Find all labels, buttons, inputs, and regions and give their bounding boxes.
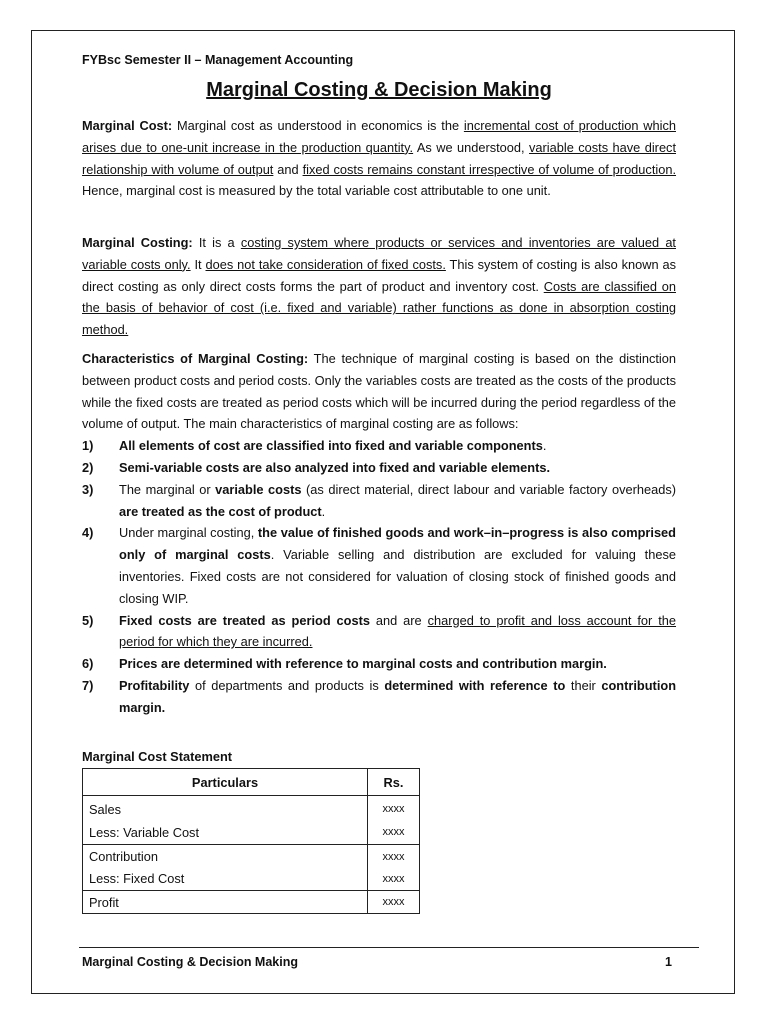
text-run: Under marginal costing,: [119, 525, 258, 541]
marginal-cost-section: [82, 115, 676, 202]
table-row: [83, 891, 420, 914]
text-run: .: [321, 503, 326, 519]
text-run: and: [273, 161, 303, 177]
table-header-row: [83, 769, 420, 796]
list-number: 2): [82, 459, 94, 475]
bold-text: contribution margin.: [119, 677, 677, 715]
text-run: As we understood,: [413, 139, 530, 155]
bold-text: determined with reference to: [384, 677, 566, 693]
course-header: FYBsc Semester II – Management Accounting: [82, 53, 354, 67]
page-footer: [82, 955, 672, 969]
text-run: The technique of marginal costing is based on the distinction between product costs and period costs. Only the variables costs are treated as the costs of the products while the fixed costs are treated as period costs which will be incurred during the period regardless of the volume of output. The main characteristics of marginal costing are as follows:: [82, 351, 676, 432]
text-run: their: [565, 677, 602, 693]
list-item: [82, 653, 676, 675]
row-label-profit: Profit: [83, 891, 368, 914]
underlined-text: charged to profit and loss account for the period for which they are incurred.: [119, 612, 677, 650]
marginal-cost-label: Marginal Cost:: [82, 118, 173, 133]
bold-text: are treated as the cost of product: [119, 503, 322, 519]
statement-values-group-1: [368, 796, 420, 845]
marginal-costing-section: [82, 232, 676, 341]
row-label-variable-cost: Less: Variable Cost: [89, 825, 200, 840]
statement-labels-group-1: [83, 796, 368, 845]
bold-text: Semi-variable costs are also analyzed into fixed and variable elements.: [119, 459, 551, 475]
text-run: (as direct material, direct labour and variable factory overheads): [301, 481, 676, 497]
underlined-text: variable costs have direct relationship with volume of output: [82, 139, 677, 177]
statement-values-group-2: [368, 845, 420, 891]
table-row: [83, 845, 420, 891]
bold-text: Profitability: [119, 677, 190, 693]
list-item: [82, 675, 676, 719]
marginal-cost-statement-table: [82, 768, 420, 914]
row-value: xxxx: [368, 891, 420, 914]
bold-text: the value of finished goods and work–in–progress is also comprised only of marginal costs: [119, 525, 676, 563]
row-label-fixed-cost: Less: Fixed Cost: [89, 871, 185, 886]
bold-text: All elements of cost are classified into fixed and variable components: [119, 438, 543, 454]
footer-divider: [79, 947, 699, 948]
text-run: Marginal cost as understood in economics is the: [172, 118, 464, 133]
text-run: It is a: [192, 235, 241, 250]
marginal-costing-paragraph: [82, 232, 676, 341]
list-number: 5): [82, 612, 94, 628]
text-run: Hence, marginal cost is measured by the total variable cost attributable to one unit.: [82, 183, 551, 199]
footer-title: Marginal Costing & Decision Making: [82, 955, 298, 969]
characteristics-list: [82, 435, 676, 718]
list-item: [82, 479, 676, 523]
underlined-text: fixed costs remains constant irrespective of volume of production.: [302, 161, 677, 177]
text-run: . Variable selling and distribution are excluded for valuing these inventories. Fixed costs are not considered for valuation of closing stock of finished goods and closing WIP.: [119, 547, 676, 606]
row-value: xxxx: [382, 851, 405, 863]
column-header-rs: Rs.: [368, 769, 420, 796]
row-label-sales: Sales: [89, 802, 122, 817]
bold-text: Fixed costs are treated as period costs: [119, 612, 370, 628]
text-run: and are: [370, 612, 428, 628]
underlined-text: does not take consideration of fixed costs.: [205, 256, 446, 272]
statement-labels-group-2: [83, 845, 368, 891]
page-number: 1: [665, 955, 672, 969]
list-item: [82, 457, 676, 479]
underlined-text: costing system where products or services and inventories are valued at variable costs only.: [82, 235, 676, 272]
text-run: The marginal or: [119, 481, 216, 497]
list-item: [82, 522, 676, 609]
underlined-text: Costs are classified on the basis of behavior of cost (i.e. fixed and variable) rather functions as done in absorption costing method.: [82, 278, 676, 338]
text-run: of departments and products is: [189, 677, 385, 693]
row-value: xxxx: [382, 873, 405, 885]
list-number: 4): [82, 525, 94, 541]
marginal-cost-paragraph: [82, 115, 676, 202]
characteristics-paragraph: [82, 348, 676, 435]
statement-title: Marginal Cost Statement: [82, 749, 233, 764]
text-run: It: [190, 256, 206, 272]
characteristics-section: [82, 348, 676, 719]
list-number: 1): [82, 438, 94, 454]
bold-text: Prices are determined with reference to marginal costs and contribution margin.: [119, 656, 607, 672]
table-row: [83, 796, 420, 845]
list-number: 7): [82, 677, 94, 693]
text-run: This system of costing is also known as direct costing as only direct costs forms the part of product and inventory cost.: [82, 256, 677, 294]
row-label-contribution: Contribution: [89, 849, 159, 864]
underlined-text: incremental cost of production which arises due to one-unit increase in the production quantity.: [82, 118, 676, 155]
column-header-particulars: Particulars: [83, 769, 368, 796]
list-number: 3): [82, 481, 94, 497]
marginal-costing-label: Marginal Costing:: [82, 235, 193, 250]
row-value: xxxx: [382, 803, 405, 815]
list-item: [82, 610, 676, 654]
text-run: .: [542, 438, 547, 454]
page-title: Marginal Costing & Decision Making: [206, 79, 552, 101]
bold-text: variable costs: [215, 481, 302, 497]
list-item: [82, 435, 676, 457]
list-number: 6): [82, 656, 94, 672]
characteristics-label: Characteristics of Marginal Costing:: [82, 351, 309, 366]
row-value: xxxx: [382, 826, 405, 838]
